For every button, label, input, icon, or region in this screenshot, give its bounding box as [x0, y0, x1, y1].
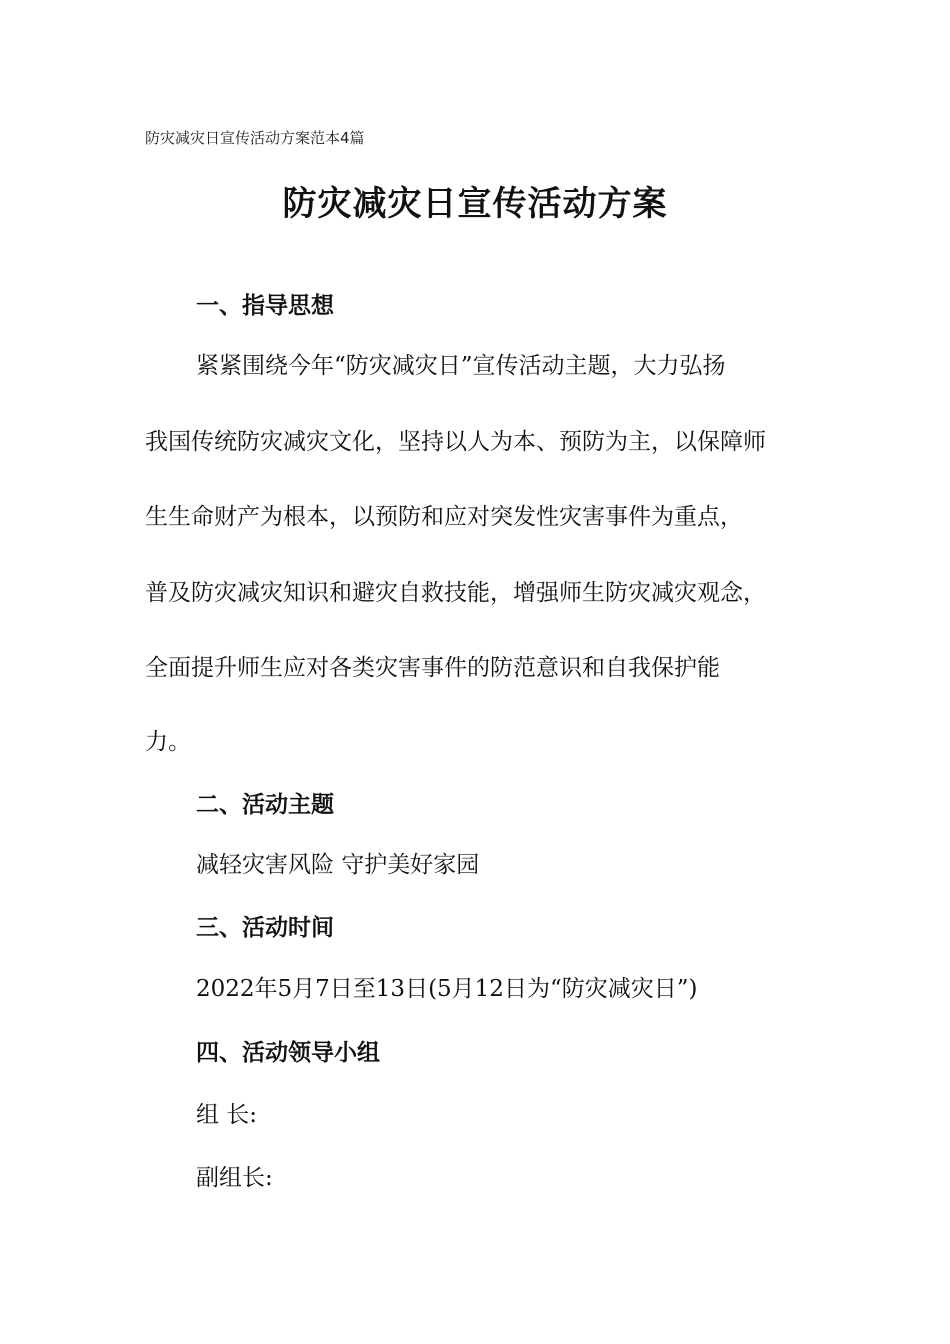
document-title: 防灾减灾日宣传活动方案: [282, 184, 668, 224]
section-1-paragraph-line: 全面提升师生应对各类灾害事件的防范意识和自我保护能: [145, 655, 720, 681]
section-1-heading: 一、指导思想: [196, 293, 334, 319]
section-1-paragraph-line: 力。: [145, 729, 191, 755]
section-1-paragraph-line: 普及防灾减灾知识和避灾自救技能，增强师生防灾减灾观念，: [145, 580, 766, 606]
section-2-text: 减轻灾害风险 守护美好家园: [196, 852, 480, 878]
leader-label: 组 长:: [196, 1102, 258, 1128]
section-3-heading: 三、活动时间: [196, 915, 334, 941]
deputy-leader-label: 副组长:: [196, 1165, 273, 1191]
section-1-paragraph-line: 生生命财产为根本，以预防和应对突发性灾害事件为重点，: [145, 504, 743, 530]
section-1-paragraph-line: 紧紧围绕今年“防灾减灾日”宣传活动主题，大力弘扬: [196, 353, 726, 379]
section-1-paragraph-line: 我国传统防灾减灾文化，坚持以人为本、预防为主，以保障师: [145, 429, 766, 455]
section-3-text: 2022年5月7日至13日(5月12日为“防灾减灾日”): [196, 976, 698, 1002]
section-4-heading: 四、活动领导小组: [196, 1040, 380, 1066]
section-2-heading: 二、活动主题: [196, 792, 334, 818]
document-header-note: 防灾减灾日宣传活动方案范本4篇: [145, 129, 365, 147]
